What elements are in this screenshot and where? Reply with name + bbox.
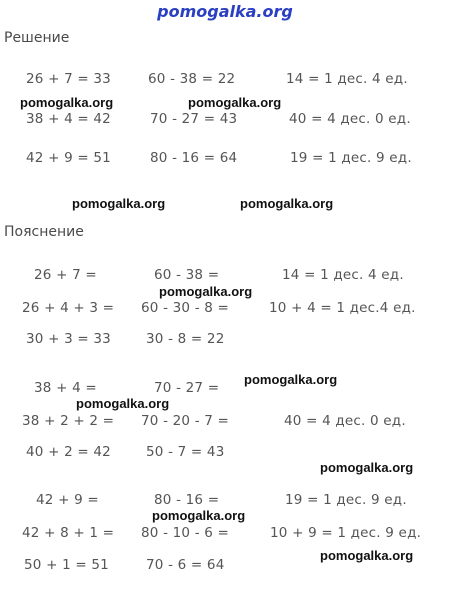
solution-expr: 42 + 9 = 51 [26, 150, 111, 166]
watermark: pomogalka.org [72, 196, 166, 211]
watermark: pomogalka.org [320, 460, 414, 475]
explanation-expr: 30 - 8 = 22 [146, 331, 225, 347]
solution-expr: 26 + 7 = 33 [26, 71, 111, 87]
explanation-expr: 30 + 3 = 33 [26, 331, 111, 347]
explanation-expr: 26 + 7 = [34, 267, 97, 283]
watermark: pomogalka.org [188, 95, 282, 110]
explanation-expr: 26 + 4 + 3 = [22, 300, 115, 316]
solution-expr: 40 = 4 дес. 0 ед. [289, 111, 411, 127]
solution-expr: 38 + 4 = 42 [26, 111, 111, 127]
explanation-expr: 19 = 1 дес. 9 ед. [285, 492, 407, 508]
explanation-expr: 50 - 7 = 43 [146, 444, 225, 460]
watermark: pomogalka.org [20, 95, 114, 110]
explanation-expr: 70 - 20 - 7 = [141, 413, 230, 429]
solution-expr: 60 - 38 = 22 [148, 71, 236, 87]
explanation-expr: 38 + 2 + 2 = [22, 413, 115, 429]
explanation-expr: 38 + 4 = [34, 380, 97, 396]
watermark: pomogalka.org [159, 284, 253, 299]
watermark: pomogalka.org [152, 508, 246, 523]
explanation-expr: 10 + 4 = 1 дес.4 ед. [269, 300, 416, 316]
explanation-expr: 70 - 6 = 64 [146, 557, 225, 573]
explanation-expr: 10 + 9 = 1 дес. 9 ед. [270, 525, 422, 541]
explanation-expr: 42 + 8 + 1 = [22, 525, 115, 541]
watermark-top: pomogalka.org [157, 2, 293, 21]
solution-expr: 70 - 27 = 43 [150, 111, 238, 127]
explanation-expr: 14 = 1 дес. 4 ед. [282, 267, 404, 283]
watermark: pomogalka.org [240, 196, 334, 211]
explanation-expr: 80 - 10 - 6 = [141, 525, 230, 541]
watermark: pomogalka.org [320, 548, 414, 563]
explanation-expr: 80 - 16 = [154, 492, 220, 508]
explanation-expr: 42 + 9 = [36, 492, 99, 508]
explanation-expr: 40 + 2 = 42 [26, 444, 111, 460]
heading-solution: Решение [4, 30, 70, 46]
explanation-expr: 60 - 30 - 8 = [141, 300, 230, 316]
solution-expr: 14 = 1 дес. 4 ед. [286, 71, 408, 87]
watermark: pomogalka.org [76, 396, 170, 411]
heading-explanation: Пояснение [4, 224, 84, 240]
explanation-expr: 60 - 38 = [154, 267, 220, 283]
explanation-expr: 50 + 1 = 51 [24, 557, 109, 573]
solution-expr: 19 = 1 дес. 9 ед. [290, 150, 412, 166]
solution-expr: 80 - 16 = 64 [150, 150, 238, 166]
explanation-expr: 70 - 27 = [154, 380, 220, 396]
explanation-expr: 40 = 4 дес. 0 ед. [284, 413, 406, 429]
watermark: pomogalka.org [244, 372, 338, 387]
